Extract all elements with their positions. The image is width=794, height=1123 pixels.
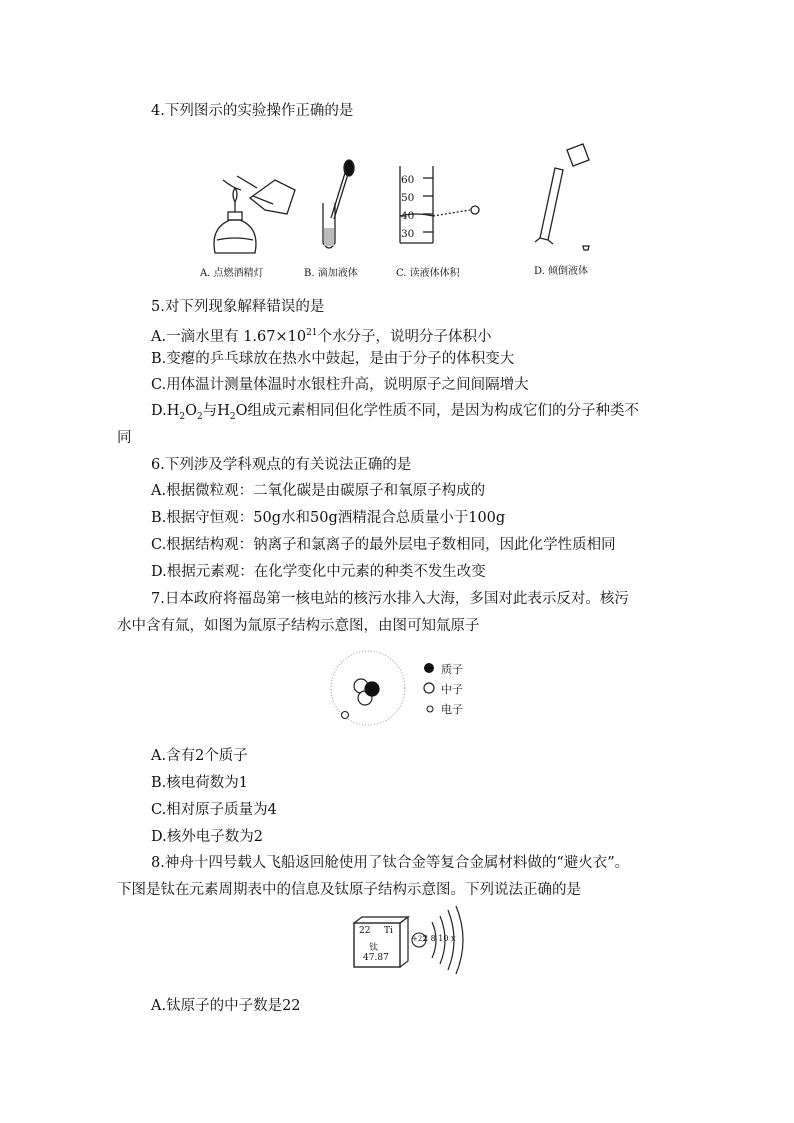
q7-stem-line-2: 水中含有氚，如图为氚原子结构示意图，由图可知氚原子 bbox=[117, 618, 480, 634]
q6-option-c: C.根据结构观：钠离子和氯离子的最外层电子数相同，因此化学性质相同 bbox=[151, 537, 616, 553]
legend-proton-label: 质子 bbox=[441, 663, 463, 676]
q5-option-b: B.变瘪的乒乓球放在热水中鼓起，是由于分子的体积变大 bbox=[151, 351, 515, 367]
cylinder-mark-50: 50 bbox=[401, 192, 415, 204]
q6-option-b: B.根据守恒观：50g水和50g酒精混合总质量小于100g bbox=[151, 510, 506, 526]
legend-neutron-icon bbox=[423, 682, 435, 694]
caption-d: D. 倾倒液体 bbox=[534, 266, 589, 277]
test-tube-dropper-figure bbox=[323, 160, 354, 248]
legend-electron-icon bbox=[425, 704, 435, 714]
q8-option-a: A.钛原子的中子数是22 bbox=[151, 998, 301, 1014]
q4-stem: 4.下列图示的实验操作正确的是 bbox=[151, 103, 354, 119]
element-atomic-mass: 47.87 bbox=[363, 953, 389, 963]
q8-stem-line-1: 8.神舟十四号载人飞船返回舱使用了钛合金等复合金属材料做的“避火衣”。 bbox=[151, 855, 630, 871]
pouring-liquid-figure bbox=[535, 144, 589, 250]
cylinder-mark-30: 30 bbox=[401, 228, 415, 240]
q7-option-c: C.相对原子质量为4 bbox=[151, 802, 277, 818]
caption-a: A. 点燃酒精灯 bbox=[200, 268, 264, 279]
q5-stem: 5.对下列现象解释错误的是 bbox=[151, 299, 325, 315]
alcohol-lamp-figure bbox=[214, 176, 295, 253]
q5-option-a: A.一滴水里有 $1.67\times 10^{21}$个水分子，说明分子体积小 bbox=[151, 328, 492, 345]
electron-shells: 2 8 10 x bbox=[423, 934, 456, 943]
caption-b: B. 滴加液体 bbox=[304, 268, 358, 279]
q8-stem-line-2: 下图是钛在元素周期表中的信息及钛原子结构示意图。下列说法正确的是 bbox=[117, 882, 581, 898]
q6-option-a: A.根据微粒观：二氧化碳是由碳原子和氧原子构成的 bbox=[151, 483, 486, 499]
tritium-atom-diagram bbox=[330, 650, 410, 730]
element-atomic-number: 22 bbox=[359, 926, 371, 936]
cylinder-mark-60: 60 bbox=[401, 174, 415, 186]
nuclear-charge: +22 bbox=[412, 935, 427, 943]
q6-option-d: D.根据元素观：在化学变化中元素的种类不发生改变 bbox=[151, 564, 486, 580]
q6-stem: 6.下列涉及学科观点的有关说法正确的是 bbox=[151, 457, 412, 473]
q5-option-c: C.用体温计测量体温时水银柱升高，说明原子之间间隔增大 bbox=[151, 377, 529, 393]
element-name: 钛 bbox=[369, 943, 379, 953]
q5-option-d-continued: 同 bbox=[117, 430, 132, 446]
legend-proton-icon bbox=[423, 662, 435, 674]
cylinder-mark-40: 40 bbox=[401, 210, 415, 222]
element-symbol: Ti bbox=[384, 926, 393, 936]
caption-c: C. 读液体体积 bbox=[396, 268, 460, 279]
q7-option-d: D.核外电子数为2 bbox=[151, 829, 263, 845]
legend-electron-label: 电子 bbox=[441, 703, 463, 716]
q5-option-d: $D.H_2O_2$与$H_2O$组成元素相同但化学性质不同，是因为构成它们的分子种类不 bbox=[151, 403, 640, 422]
q7-stem-line-1: 7.日本政府将福岛第一核电站的核污水排入大海，多国对此表示反对。核污 bbox=[151, 591, 629, 607]
q7-option-a: A.含有2个质子 bbox=[151, 748, 248, 764]
q7-option-b: B.核电荷数为1 bbox=[151, 775, 248, 791]
legend-neutron-label: 中子 bbox=[441, 683, 463, 696]
